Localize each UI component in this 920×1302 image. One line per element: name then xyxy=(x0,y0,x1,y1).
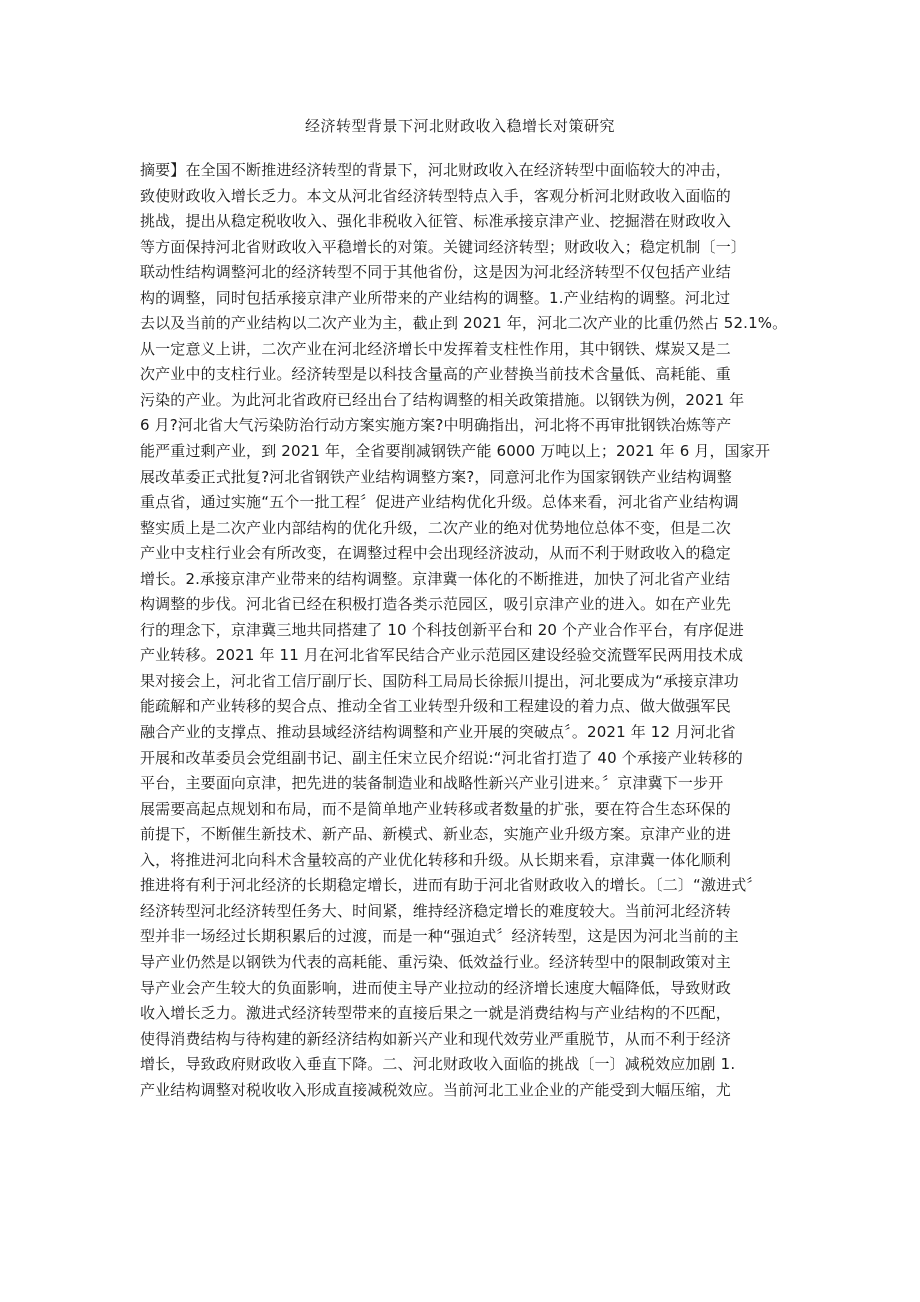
body-line: 产业结构调整对税收收入形成直接减税效应。当前河北工业企业的产能受到大幅压缩，尤 xyxy=(140,1080,731,1099)
body-line: 展改革委正式批复?河北省钢铁产业结构调整方案?，同意河北作为国家钢铁产业结构调整 xyxy=(140,467,732,486)
body-line: 型并非一场经过长期积累后的过渡，而是一种“强迫式〞经济转型，这是因为河北当前的主 xyxy=(140,927,739,946)
body-line: 挑战，提出从稳定税收收入、强化非税收入征管、标准承接京津产业、挖掘潜在财政收入 xyxy=(140,212,731,231)
body-line: 产业转移。2021 年 11 月在河北省军民结合产业示范园区建设经验交流暨军民两用技术成 xyxy=(140,646,744,665)
body-line: 去以及当前的产业结构以二次产业为主，截止到 2021 年，河北二次产业的比重仍然占 52.1%。 xyxy=(140,314,788,333)
body-line: 污染的产业。为此河北省政府已经出台了结构调整的相关政策措施。以钢铁为例，2021 年 xyxy=(140,390,745,409)
body-line: 摘要】在全国不断推进经济转型的背景下，河北财政收入在经济转型中面临较大的冲击， xyxy=(140,161,731,179)
body-line: 展需要高起点规划和布局，而不是简单地产业转移或者数量的扩张，要在符合生态环保的 xyxy=(140,799,731,818)
body-line: 产业中支柱行业会有所改变，在调整过程中会出现经济波动，从而不利于财政收入的稳定 xyxy=(140,544,731,563)
body-line: 增长，导致政府财政收入垂直下降。二、河北财政收入面临的挑战〔一〕减税效应加剧 1. xyxy=(140,1055,736,1074)
body-line: 联动性结构调整河北的经济转型不同于其他省份，这是因为河北经济转型不仅包括产业结 xyxy=(140,263,731,282)
document-body xyxy=(140,158,790,1103)
body-line: 次产业中的支柱行业。经济转型是以科技含量高的产业替换当前技术含量低、高耗能、重 xyxy=(140,365,731,384)
body-line: 致使财政收入增长乏力。本文从河北省经济转型特点入手，客观分析河北财政收入面临的 xyxy=(140,186,731,205)
body-line: 整实质上是二次产业内部结构的优化升级，二次产业的绝对优势地位总体不变，但是二次 xyxy=(140,518,731,537)
body-line: 行的理念下，京津冀三地共同搭建了 10 个科技创新平台和 20 个产业合作平台，有序促进 xyxy=(140,620,744,639)
body-line: 融合产业的支撑点、推动县域经济结构调整和产业开展的突破点〞。2021 年 12 月河北省 xyxy=(140,723,736,742)
body-line: 收入增长乏力。激进式经济转型带来的直接后果之一就是消费结构与产业结构的不匹配， xyxy=(140,1004,731,1023)
body-line: 重点省，通过实施“五个一批工程〞促进产业结构优化升级。总体来看，河北省产业结构调 xyxy=(140,493,739,512)
body-line: 入，将推进河北向科术含量较高的产业优化转移和升级。从长期来看，京津冀一体化顺利 xyxy=(140,850,731,869)
body-line: 能严重过剩产业，到 2021 年，全省要削减钢铁产能 6000 万吨以上；2021 年 6 月，国家开 xyxy=(140,442,771,461)
body-line: 增长。2.承接京津产业带来的结构调整。京津冀一体化的不断推进，加快了河北省产业结 xyxy=(140,569,731,588)
body-line: 推进将有利于河北经济的长期稳定增长，进而有助于河北省财政收入的增长。〔二〕“激进式〞 xyxy=(140,876,762,895)
document-title: 经济转型背景下河北财政收入稳增长对策研究 xyxy=(304,117,615,135)
body-line: 能疏解和产业转移的契合点、推动全省工业转型升级和工程建设的着力点、做大做强军民 xyxy=(140,697,731,716)
body-line: 使得消费结构与待构建的新经济结构如新兴产业和现代效劳业严重脱节，从而不利于经济 xyxy=(140,1029,731,1048)
body-line: 导产业仍然是以钢铁为代表的高耗能、重污染、低效益行业。经济转型中的限制政策对主 xyxy=(140,952,731,971)
body-line: 经济转型河北经济转型任务大、时间紧，维持经济稳定增长的难度较大。当前河北经济转 xyxy=(140,901,731,920)
body-line: 导产业会产生较大的负面影响，进而使主导产业拉动的经济增长速度大幅降低，导致财政 xyxy=(140,978,731,997)
body-line: 6 月?河北省大气污染防治行动方案实施方案?中明确指出，河北将不再审批钢铁冶炼等产 xyxy=(140,416,732,435)
body-line: 前提下，不断催生新技术、新产品、新模式、新业态，实施产业升级方案。京津产业的进 xyxy=(140,825,731,844)
body-line: 从一定意义上讲，二次产业在河北经济增长中发挥着支柱性作用，其中钢铁、煤炭又是二 xyxy=(140,339,731,358)
body-line: 果对接会上，河北省工信厅副厅长、国防科工局局长徐振川提出，河北要成为“承接京津功 xyxy=(140,671,739,690)
body-line: 等方面保持河北省财政收入平稳增长的对策。关键词经济转型；财政收入；稳定机制〔一〕 xyxy=(140,237,747,256)
body-line: 开展和改革委员会党组副书记、副主任宋立民介绍说:“河北省打造了 40 个承接产业转移的 xyxy=(140,748,743,767)
body-line: 构调整的步伐。河北省已经在积极打造各类示范园区，吸引京津产业的进入。如在产业先 xyxy=(140,595,731,614)
body-line: 构的调整，同时包括承接京津产业所带来的产业结构的调整。1.产业结构的调整。河北过 xyxy=(140,288,731,307)
body-line: 平台，主要面向京津，把先进的装备制造业和战略性新兴产业引进来。〞京津冀下一步开 xyxy=(140,774,724,793)
